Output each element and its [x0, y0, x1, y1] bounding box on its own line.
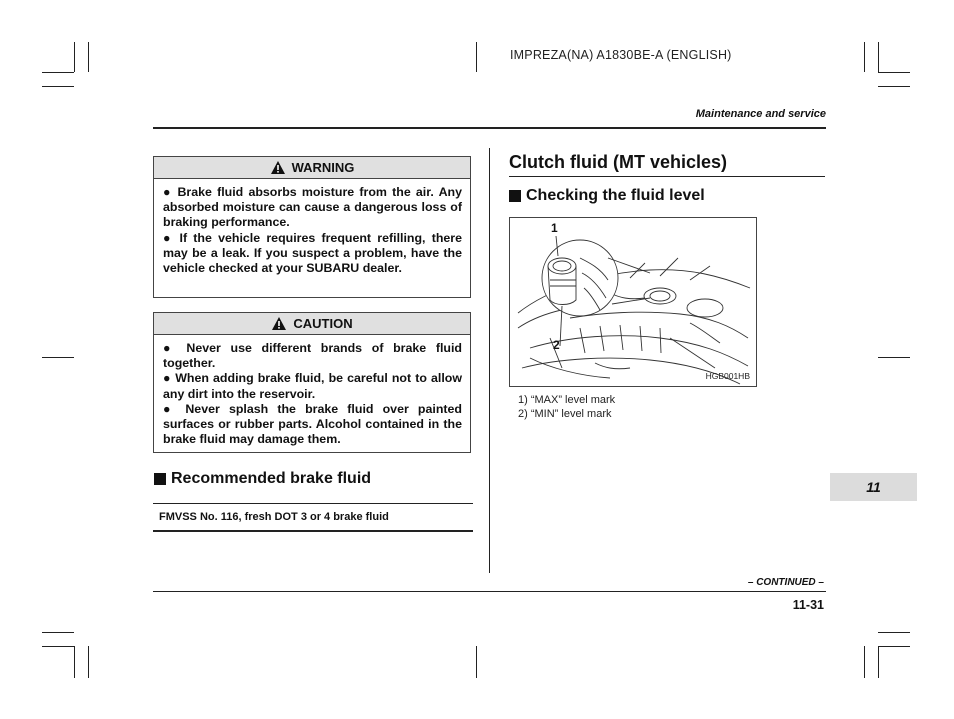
- figure-code: HGB001HB: [705, 371, 750, 381]
- continued-label: – CONTINUED –: [747, 577, 824, 588]
- callout-1: 1: [551, 221, 558, 235]
- caution-title: CAUTION: [293, 316, 353, 331]
- engine-bay-illustration: [509, 217, 757, 387]
- caption-max: 1) “MAX” level mark: [518, 394, 616, 406]
- fluid-level-heading: [509, 187, 705, 205]
- crop-mark: [42, 72, 74, 73]
- crop-mark: [864, 646, 865, 678]
- fluid-level-heading-text: Checking the fluid level: [526, 187, 705, 204]
- spec-rule-top: [153, 503, 473, 504]
- section-title: Maintenance and service: [695, 108, 826, 120]
- chapter-tab: 11: [830, 473, 917, 501]
- crop-mark: [878, 632, 910, 633]
- crop-mark: [42, 632, 74, 633]
- crop-mark: [864, 42, 865, 72]
- crop-mark: [878, 42, 879, 72]
- caution-body: [154, 335, 470, 453]
- crop-mark: [476, 646, 477, 678]
- crop-mark: [42, 357, 74, 358]
- crop-mark: [74, 646, 75, 678]
- recommended-heading-text: Recommended brake fluid: [171, 470, 372, 487]
- column-divider: [489, 148, 490, 573]
- crop-mark: [42, 86, 74, 87]
- spec-rule-bottom: [153, 530, 473, 532]
- engine-bay-drawing: [510, 218, 756, 386]
- clutch-heading-rule: [509, 176, 825, 177]
- caution-item: ● Never use different brands of brake fluid together.: [163, 341, 462, 371]
- page-number: 11-31: [792, 598, 824, 612]
- document-code: IMPREZA(NA) A1830BE-A (ENGLISH): [510, 48, 732, 62]
- warning-triangle-icon: [270, 160, 286, 175]
- callout-2: 2: [553, 338, 560, 352]
- crop-mark: [88, 42, 89, 72]
- caption-min: 2) “MIN” level mark: [518, 408, 612, 420]
- header-rule: [153, 127, 826, 129]
- crop-mark: [42, 646, 74, 647]
- warning-box: [153, 156, 471, 298]
- brake-fluid-spec: FMVSS No. 116, fresh DOT 3 or 4 brake fluid: [159, 511, 389, 523]
- square-bullet-icon: [509, 190, 521, 202]
- square-bullet-icon: [154, 473, 166, 485]
- caution-item: ● When adding brake fluid, be careful not to allow any dirt into the reservoir.: [163, 371, 462, 401]
- warning-body: [154, 179, 470, 282]
- crop-mark: [878, 646, 879, 678]
- warning-title: WARNING: [291, 160, 355, 175]
- warning-triangle-icon: [271, 316, 287, 331]
- crop-mark: [74, 42, 75, 72]
- warning-item: ● Brake fluid absorbs moisture from the air. Any absorbed moisture can cause a dangerous loss of braking performance.: [163, 185, 462, 230]
- warning-header: [154, 157, 470, 179]
- figure-captions: [518, 393, 615, 421]
- crop-mark: [88, 646, 89, 678]
- crop-mark: [878, 646, 910, 647]
- crop-mark: [878, 86, 910, 87]
- crop-mark: [476, 42, 477, 72]
- clutch-heading: Clutch fluid (MT vehicles): [509, 152, 728, 172]
- crop-mark: [878, 72, 910, 73]
- caution-header: [154, 313, 470, 335]
- footer-rule: [153, 591, 826, 592]
- crop-mark: [878, 357, 910, 358]
- recommended-heading: [154, 470, 371, 488]
- warning-item: ● If the vehicle requires frequent refilling, there may be a leak. If you suspect a problem, have the vehicle checked at your SUBARU dealer.: [163, 230, 462, 276]
- caution-box: [153, 312, 471, 453]
- caution-item: ● Never splash the brake fluid over painted surfaces or rubber parts. Alcohol contained in the brake fluid may damage them.: [163, 401, 462, 447]
